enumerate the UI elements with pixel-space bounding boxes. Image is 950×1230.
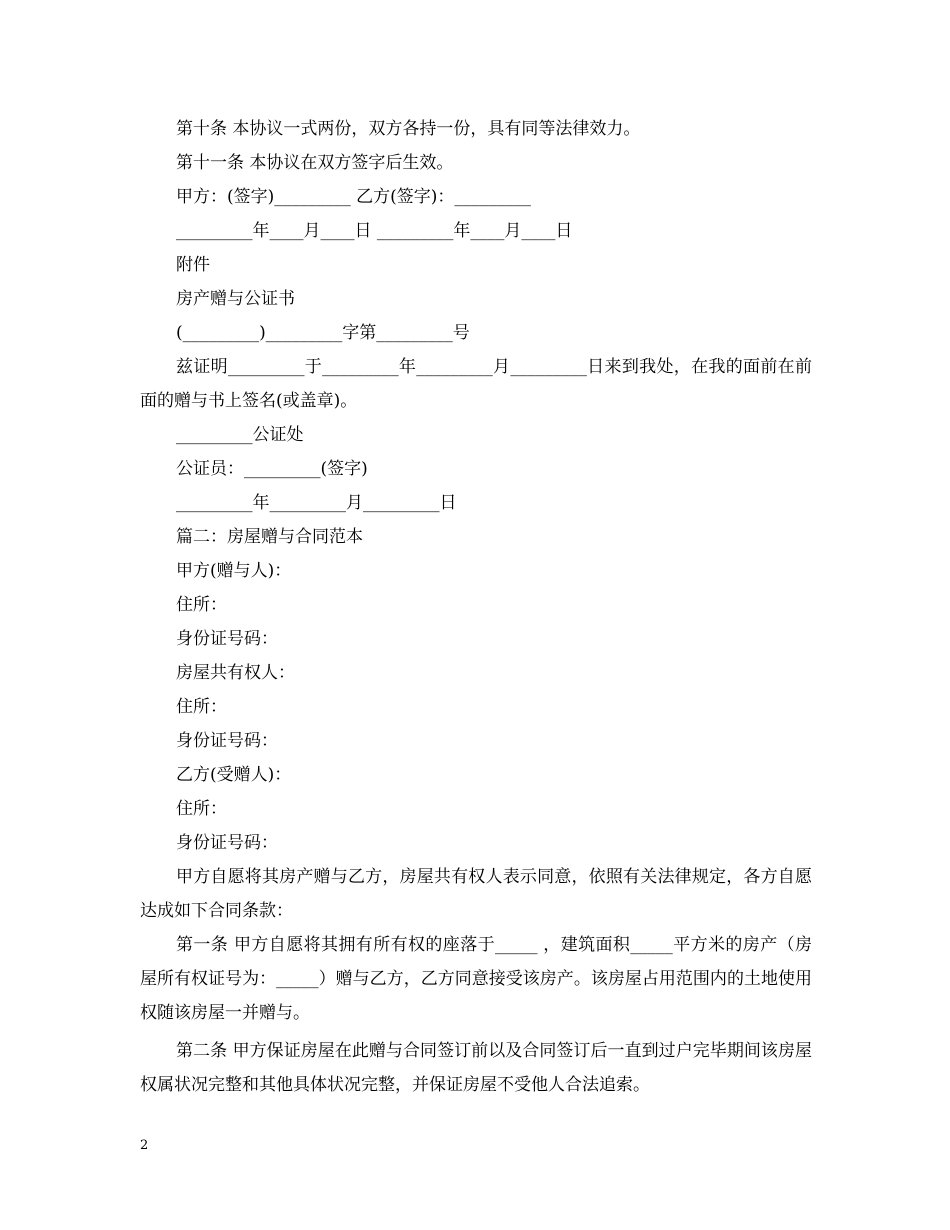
clause-ten: 第十条 本协议一式两份，双方各持一份，具有同等法律效力。 [176,119,641,139]
notary-office-line: _________公证处 [176,425,304,445]
notary-signature-line: 公证员：_________(签字) [176,459,368,479]
co-owner-label: 房屋共有权人： [176,663,295,683]
party-b-label: 乙方(受赠人)： [176,765,292,785]
clause-eleven: 第十一条 本协议在双方签字后生效。 [176,153,454,173]
signature-date-line: _________年____月____日 _________年____月____日 [176,221,573,241]
notary-certificate-title: 房产赠与公证书 [176,289,295,309]
party-a-label: 甲方(赠与人)： [176,561,292,581]
signature-line: 甲方：(签字)_________ 乙方(签字)：_________ [176,187,531,207]
article-one-paragraph: 第一条 甲方自愿将其拥有所有权的座落于_____ ，建筑面积_____平方米的房产（房屋所有权证号为：_____）赠与乙方，乙方同意接受该房产。该房屋占用范围内的土地使用权随该房屋一并赠与。 [140,935,812,1023]
page-number: 2 [140,1138,149,1153]
section-two-title: 篇二：房屋赠与合同范本 [176,527,363,547]
co-owner-address: 住所： [176,697,227,717]
agreement-intro-paragraph: 甲方自愿将其房产赠与乙方，房屋共有权人表示同意，依照有关法律规定，各方自愿达成如下合同条款： [140,867,812,921]
party-a-id: 身份证号码： [176,629,278,649]
notary-date-line: _________年_________月_________日 [176,493,457,513]
document-body [140,112,812,1102]
party-b-id: 身份证号码： [176,833,278,853]
certification-paragraph: 兹证明_________于_________年_________月_________日来到我处，在我的面前在前面的赠与书上签名(或盖章)。 [140,357,812,411]
co-owner-id: 身份证号码： [176,731,278,751]
attachment-heading: 附件 [176,255,210,275]
party-a-address: 住所： [176,595,227,615]
certificate-number-line: (_________)_________字第_________号 [176,323,470,343]
party-b-address: 住所： [176,799,227,819]
article-two-paragraph: 第二条 甲方保证房屋在此赠与合同签订前以及合同签订后一直到过户完毕期间该房屋权属状况完整和其他具体状况完整，并保证房屋不受他人合法追索。 [140,1041,812,1095]
